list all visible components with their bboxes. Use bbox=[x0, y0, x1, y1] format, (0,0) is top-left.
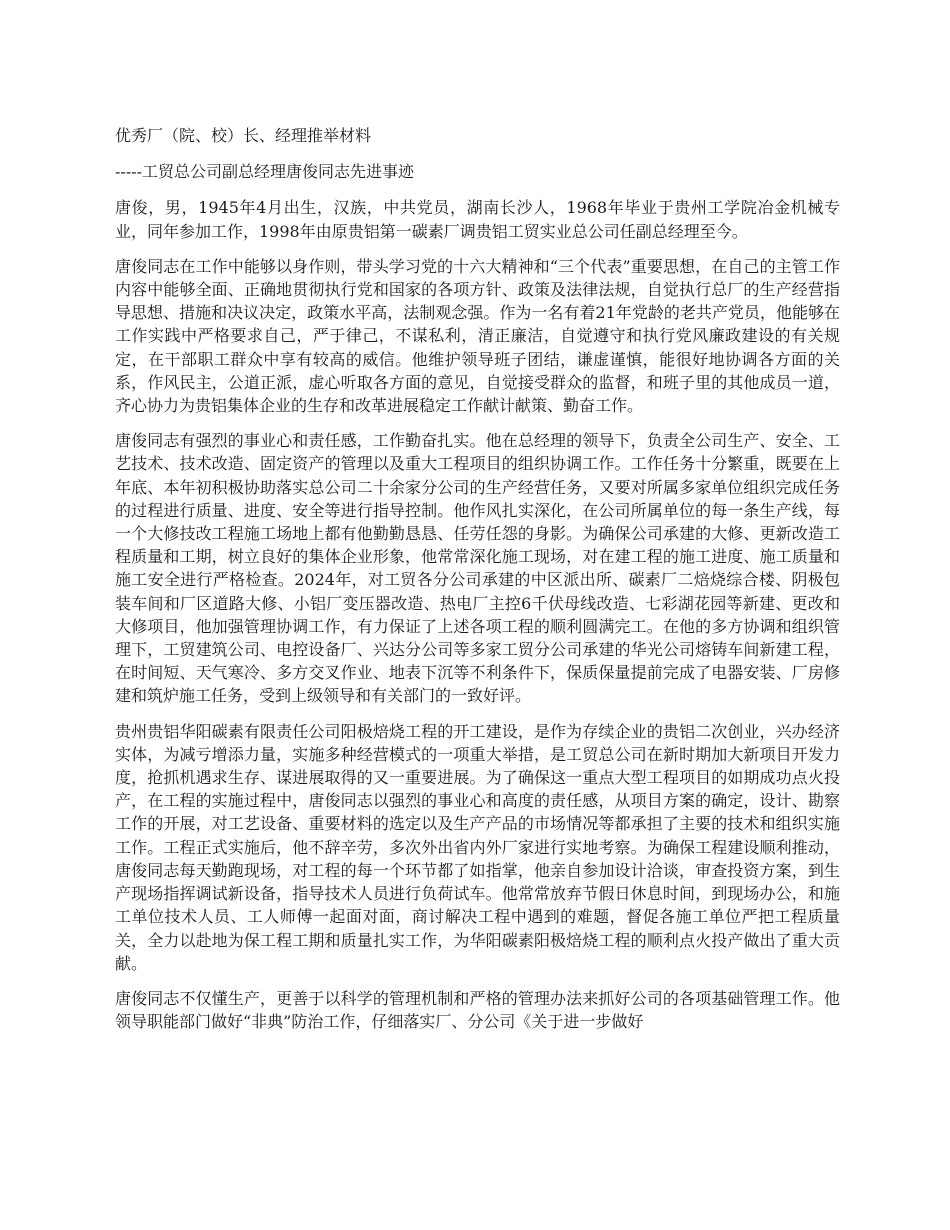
document-title: 优秀厂（院、校）长、经理推举材料 bbox=[115, 126, 372, 145]
paragraph-2: 唐俊同志在工作中能够以身作则，带头学习党的十六大精神和“三个代表”重要思想，在自己的主管工作内容中能够全面、正确地贯彻执行党和国家的各项方针、政策及法律法规，自觉执行总厂的生产经营指导思想、措施和决议决定，政策水平高，法制观念强。作为一名有着21年党龄的老共产党员，他能够在工作实践中严格要求自己，严于律己，不谋私利，清正廉洁，自觉遵守和执行党风廉政建设的有关规定，在干部职工群众中享有较高的威信。他维护领导班子团结，谦虚谨慎，能很好地协调各方面的关系，作风民主，公道正派，虚心听取各方面的意见，自觉接受群众的监督，和班子里的其他成员一道，齐心协力为贵铝集体企业的生存和改革进展稳定工作献计献策、勤奋工作。 bbox=[115, 256, 840, 416]
paragraph-3: 唐俊同志有强烈的事业心和责任感，工作勤奋扎实。他在总经理的领导下，负责全公司生产、安全、工艺技术、技术改造、固定资产的管理以及重大工程项目的组织协调工作。工作任务十分繁重，既要在上年底、本年初积极协助落实总公司二十余家分公司的生产经营任务，又要对所属多家单位组织完成任务的过程进行质量、进度、安全等进行指导控制。他作风扎实深化，在公司所属单位的每一条生产线，每一个大修技改工程施工场地上都有他勤勤恳恳、任劳任怨的身影。为确保公司承建的大修、更新改造工程质量和工期，树立良好的集体企业形象，他常常深化施工现场，对在建工程的施工进度、施工质量和施工安全进行严格检查。2024年，对工贸各分公司承建的中区派出所、碳素厂二焙烧综合楼、阴极包装车间和厂区道路大修、小铝厂变压器改造、热电厂主控6千伏母线改造、七彩湖花园等新建、更改和大修项目，他加强管理协调工作，有力保证了上述各项工程的顺利圆满完工。在他的多方协调和组织管理下，工贸建筑公司、电控设备厂、兴达分公司等多家工贸分公司承建的华光公司熔铸车间新建工程，在时间短、天气寒冷、多方交叉作业、地表下沉等不利条件下，保质保量提前完成了电器安装、厂房修建和筑炉施工任务，受到上级领导和有关部门的一致好评。 bbox=[115, 431, 840, 706]
paragraph-5: 唐俊同志不仅懂生产，更善于以科学的管理机制和严格的管理办法来抓好公司的各项基础管理工作。他领导职能部门做好“非典”防治工作，仔细落实厂、分公司《关于进一步做好 bbox=[115, 988, 840, 1032]
paragraph-1: 唐俊，男，1945年4月出生，汉族，中共党员，湖南长沙人，1968年毕业于贵州工学院冶金机械专业，同年参加工作，1998年由原贵铝第一碳素厂调贵铝工贸实业总公司任副总经理至今。 bbox=[115, 198, 840, 241]
document-subtitle: -----工贸总公司副总经理唐俊同志先进事迹 bbox=[115, 162, 415, 182]
paragraph-4: 贵州贵铝华阳碳素有限责任公司阳极焙烧工程的开工建设，是作为存续企业的贵铝二次创业，兴办经济实体，为减亏增添力量，实施多种经营模式的一项重大举措，是工贸总公司在新时期加大新项目开发力度，抢抓机遇求生存、谋进展取得的又一重要进展。为了确保这一重点大型工程项目的如期成功点火投产，在工程的实施过程中，唐俊同志以强烈的事业心和高度的责任感，从项目方案的确定，设计、勘察工作的开展，对工艺设备、重要材料的选定以及生产产品的市场情况等都承担了主要的技术和组织实施工作。工程正式实施后，他不辞辛劳，多次外出省内外厂家进行实地考察。为确保工程建设顺利推动，唐俊同志每天勤跑现场，对工程的每一个环节都了如指掌，他亲自参加设计洽谈，审查投资方案，到生产现场指挥调试新设备，指导技术人员进行负荷试车。他常常放弃节假日休息时间，到现场办公，和施工单位技术人员、工人师傅一起面对面，商讨解决工程中遇到的难题，督促各施工单位严把工程质量关，全力以赴地为保工程工期和质量扎实工作，为华阳碳素阳极焙烧工程的顺利点火投产做出了重大贡献。 bbox=[115, 721, 840, 973]
document-page bbox=[115, 124, 840, 1045]
